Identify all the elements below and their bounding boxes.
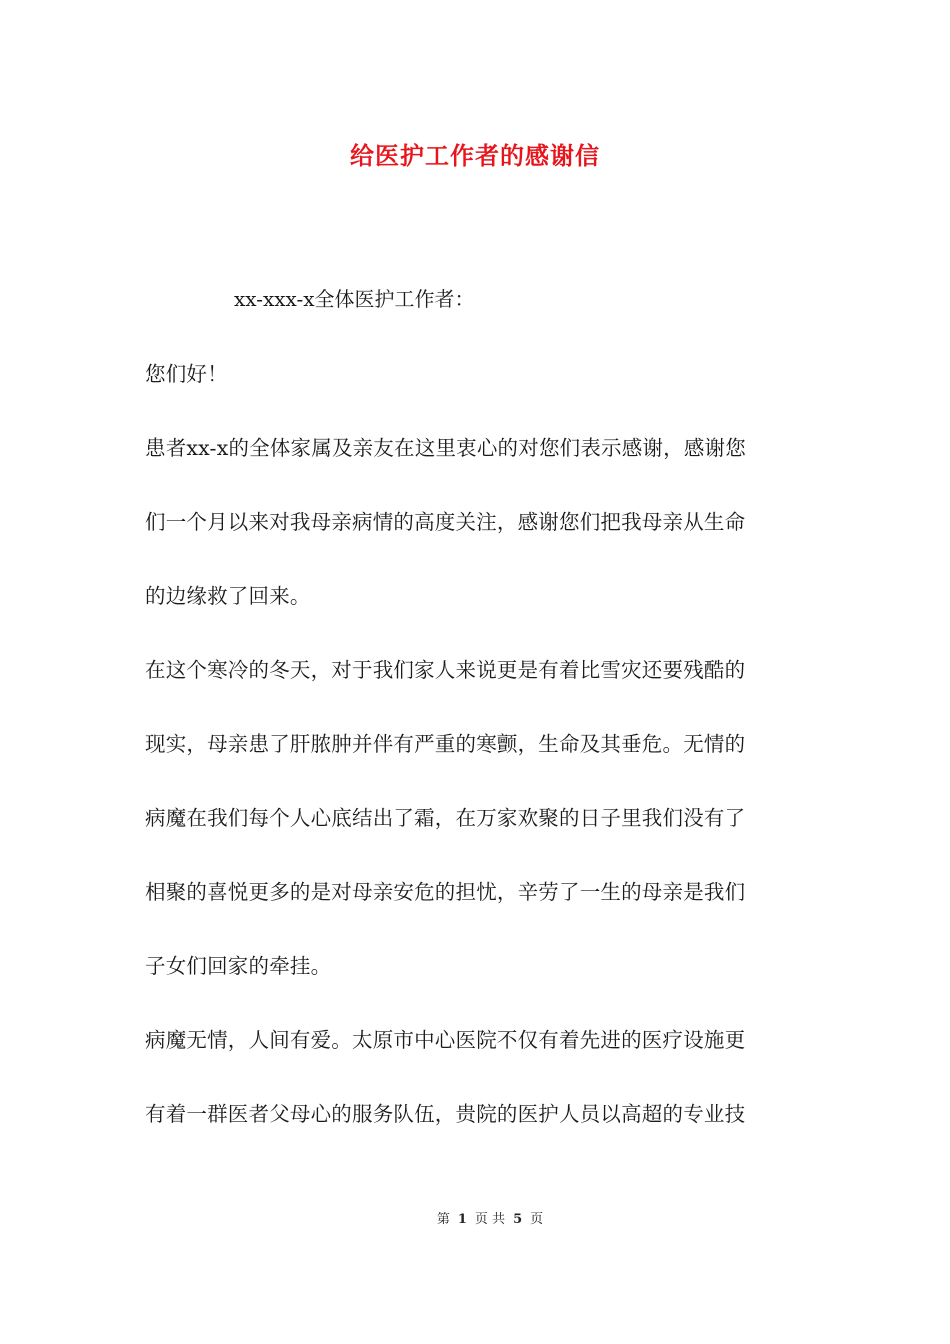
body-line: 相聚的喜悦更多的是对母亲安危的担忧，辛劳了一生的母亲是我们 bbox=[145, 880, 746, 904]
body-line: 病魔在我们每个人心底结出了霜，在万家欢聚的日子里我们没有了 bbox=[145, 806, 746, 830]
body-line: 现实，母亲患了肝脓肿并伴有严重的寒颤，生命及其垂危。无情的 bbox=[145, 732, 746, 756]
body-line: 病魔无情，人间有爱。太原市中心医院不仅有着先进的医疗设施更 bbox=[145, 1028, 746, 1052]
body-line: 子女们回家的牵挂。 bbox=[145, 954, 332, 978]
body-line: 在这个寒冷的冬天，对于我们家人来说更是有着比雪灾还要残酷的 bbox=[145, 658, 746, 682]
current-page-number: 1 bbox=[457, 1212, 467, 1227]
footer-suffix: 页 bbox=[530, 1212, 544, 1227]
body-line: 的边缘救了回来。 bbox=[145, 584, 311, 608]
footer-prefix: 第 bbox=[436, 1212, 450, 1227]
page-footer bbox=[0, 1208, 950, 1227]
footer-middle: 页 共 bbox=[474, 1212, 506, 1227]
total-pages-number: 5 bbox=[513, 1212, 523, 1227]
greeting-line: 您们好！ bbox=[145, 362, 228, 386]
body-line: 们一个月以来对我母亲病情的高度关注，感谢您们把我母亲从生命 bbox=[145, 510, 746, 534]
salutation: xx-xxx-x全体医护工作者： bbox=[234, 287, 475, 311]
document-title: 给医护工作者的感谢信 bbox=[350, 141, 600, 170]
body-line: 有着一群医者父母心的服务队伍，贵院的医护人员以高超的专业技 bbox=[145, 1102, 746, 1126]
body-line: 患者xx-x的全体家属及亲友在这里衷心的对您们表示感谢，感谢您 bbox=[145, 436, 746, 460]
